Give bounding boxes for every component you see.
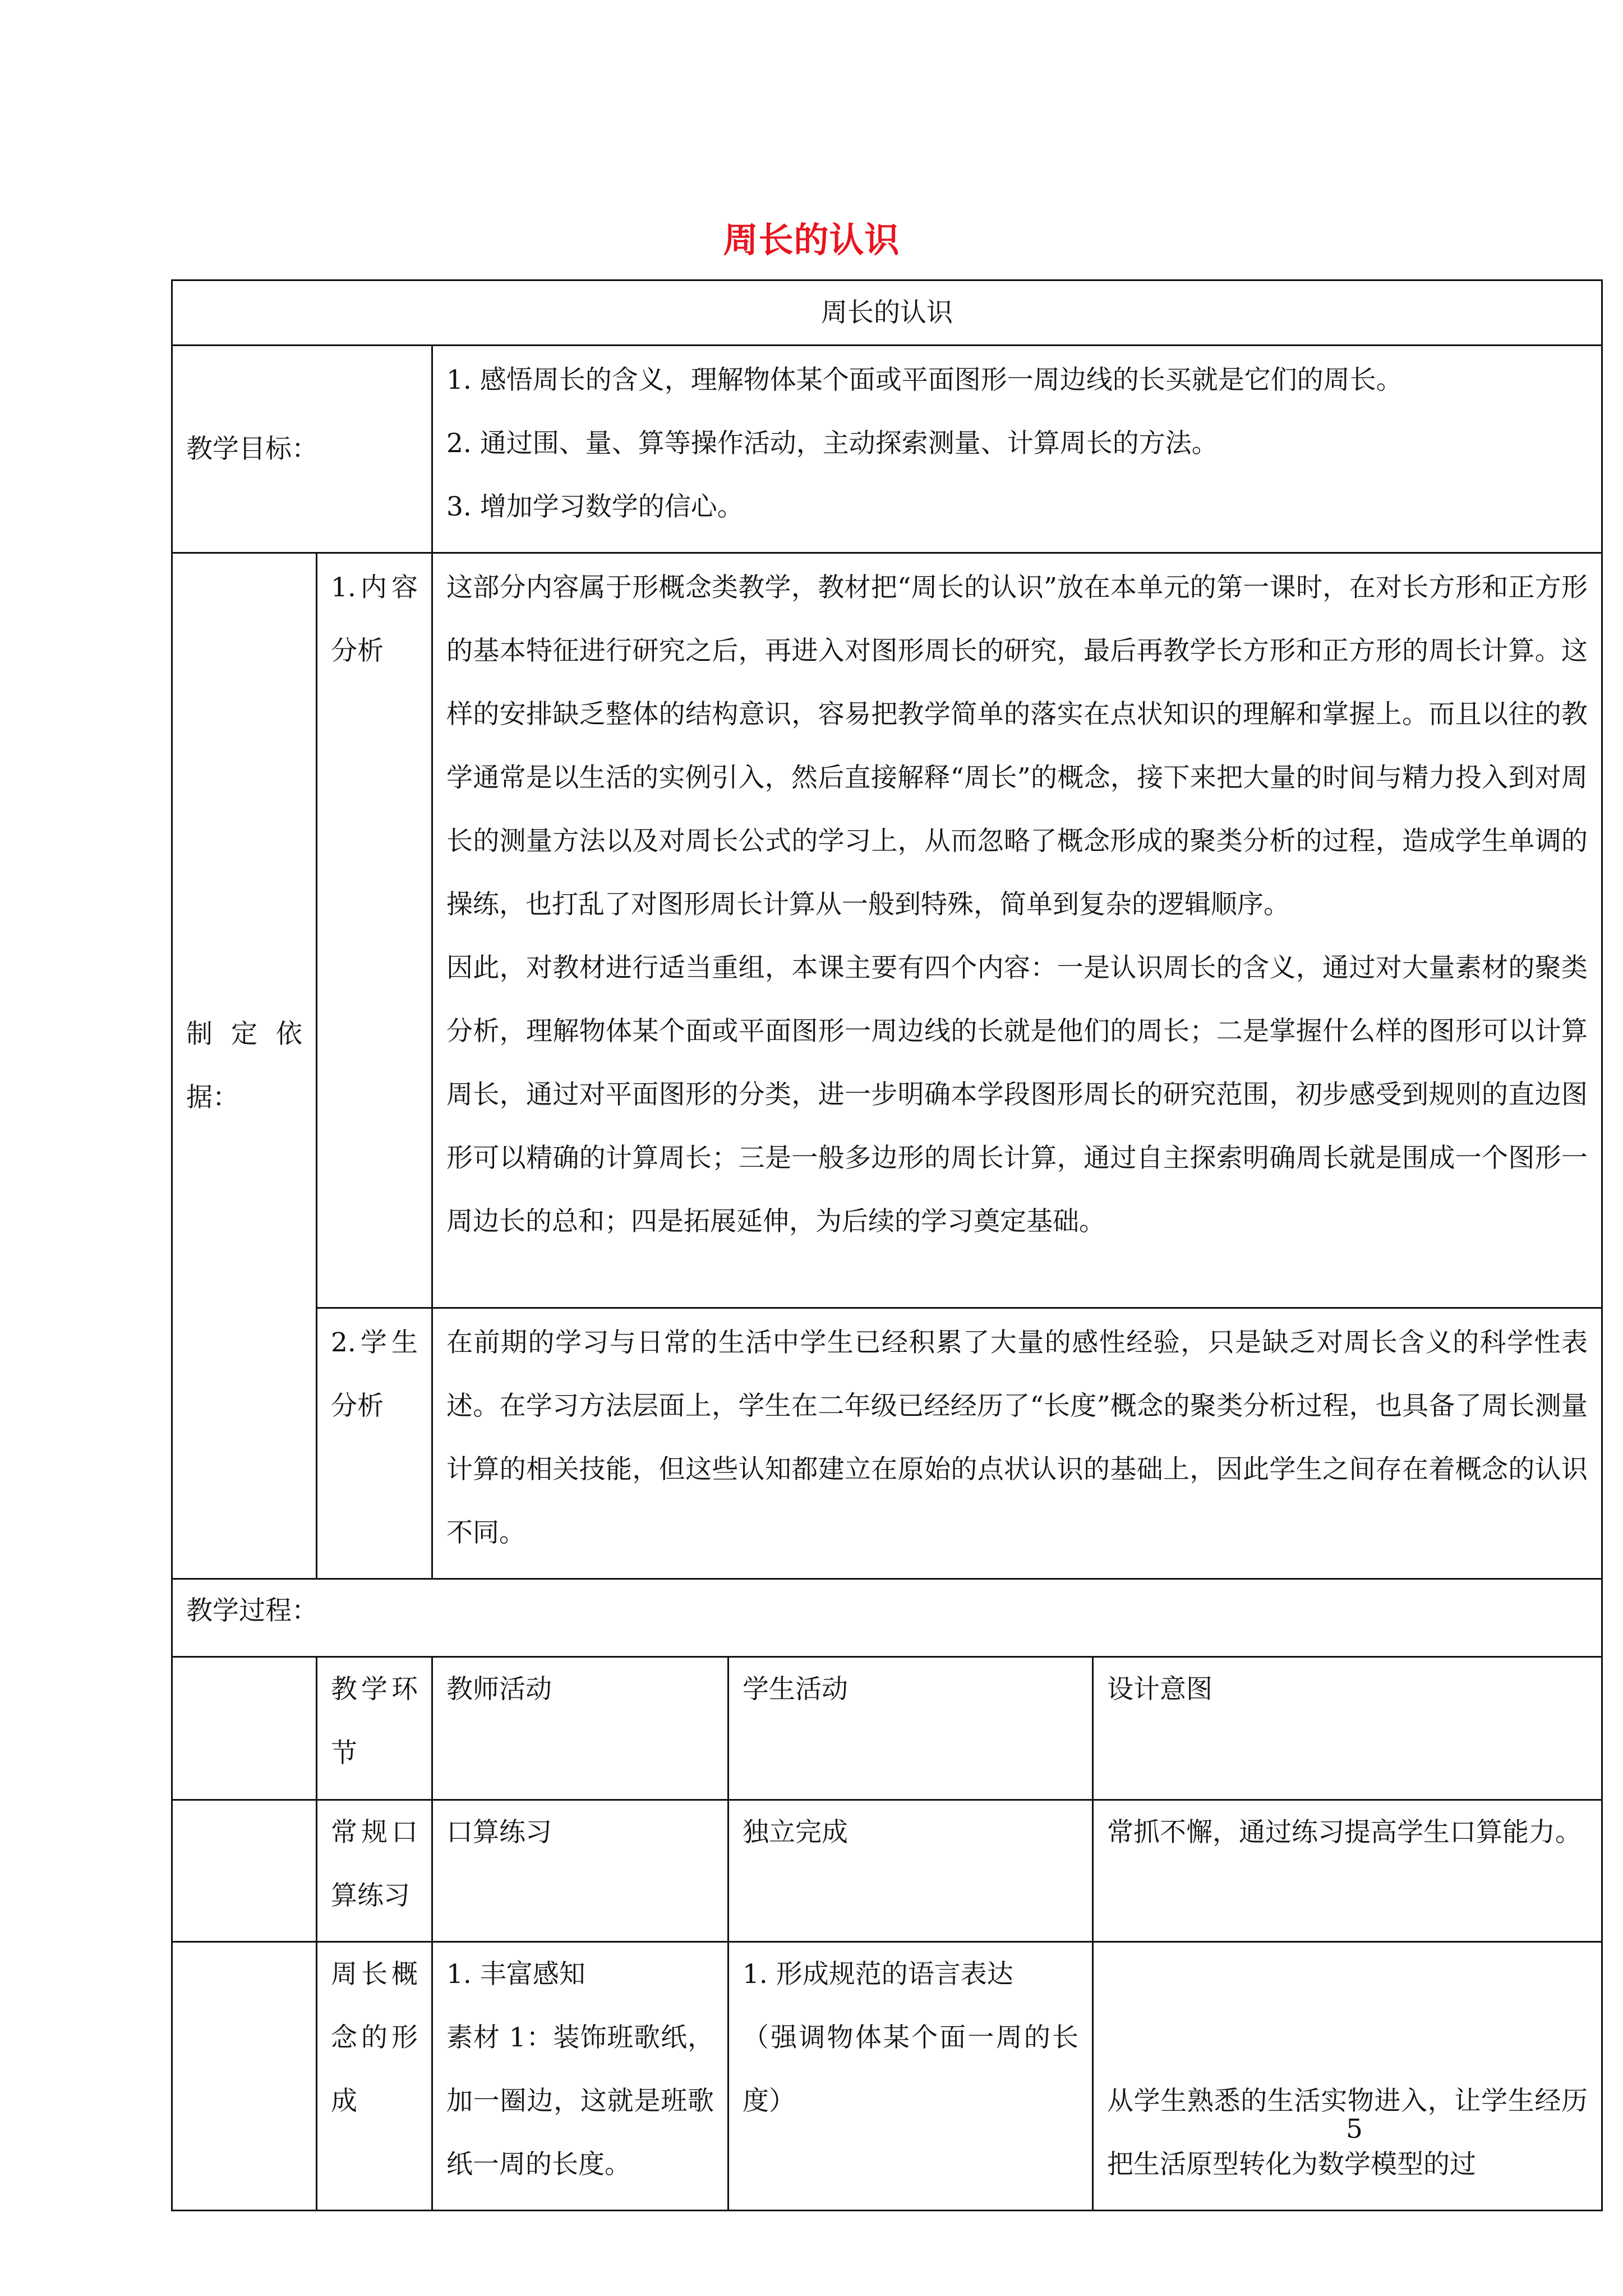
paragraph: 这部分内容属于形概念类教学，教材把“周长的认识”放在本单元的第一课时，在对长方形和正方形的基本特征进行研究之后，再进入对图形周长的研究，最后再教学长方形和正方形的周长计算。这样的安排缺乏整体的结构意识，容易把教学简单的落实在点状知识的理解和掌握上。而且以往的教学通常是以生活的实例引入，然后直接解释“周长”的概念，接下来把大量的时间与精力投入到对周长的测量方法以及对周长公式的学习上，从而忽略了概念形成的聚类分析的过程，造成学生单调的操练，也打乱了对图形周长计算从一般到特殊，简单到复杂的逻辑顺序。 <box>446 572 1588 920</box>
content-analysis-cell <box>432 553 1602 1308</box>
header-teacher: 教师活动 <box>446 1674 552 1705</box>
student-line: （强调物体某个面一周的长度） <box>743 2022 1078 2116</box>
lesson-plan-table <box>171 279 1603 2211</box>
stage-cell <box>317 1800 432 1942</box>
process-blank-cell <box>172 1942 317 2211</box>
header-stage: 教学环节 <box>331 1674 418 1769</box>
student-analysis-label-cell <box>317 1308 432 1579</box>
goals-label: 教学目标： <box>186 434 318 464</box>
process-header-cell <box>1093 1657 1602 1800</box>
process-blank-cell <box>172 1657 317 1800</box>
teacher-text <box>433 1943 727 2210</box>
intent-cell <box>1093 1942 1602 2211</box>
table-header: 周长的认识 <box>821 297 953 328</box>
student-line: 独立完成 <box>743 1817 848 1848</box>
student-analysis-cell <box>432 1308 1602 1579</box>
content-analysis-label: 1.内容分析 <box>331 572 418 666</box>
intent-text <box>1094 1801 1601 1878</box>
process-label-cell <box>172 1579 1602 1657</box>
goal-item: 3. 增加学习数学的信心。 <box>446 491 744 522</box>
header-student: 学生活动 <box>743 1674 848 1705</box>
goal-item: 2. 通过围、量、算等操作活动，主动探索测量、计算周长的方法。 <box>446 428 1218 459</box>
intent-text <box>1094 1943 1601 2210</box>
goal-item: 1. 感悟周长的含义，理解物体某个面或平面图形一周边线的长买就是它们的周长。 <box>446 365 1403 395</box>
intent-line: 常抓不懈，通过练习提高学生口算能力。 <box>1107 1817 1581 1848</box>
intent-cell <box>1093 1800 1602 1942</box>
teacher-cell <box>432 1800 728 1942</box>
student-cell <box>728 1800 1093 1942</box>
page-number: 5 <box>1346 2114 1363 2145</box>
teacher-line: 素材 1：装饰班歌纸，加一圈边，这就是班歌纸一周的长度。 <box>446 2022 714 2180</box>
content-analysis-text <box>433 554 1601 1267</box>
goals-content-cell <box>432 346 1602 553</box>
teacher-line: 1. 丰富感知 <box>446 1959 585 1990</box>
student-line: 1. 形成规范的语言表达 <box>743 1959 1013 1990</box>
teacher-line: 口算练习 <box>446 1817 552 1848</box>
stage-text: 周长概念的形成 <box>331 1959 418 2116</box>
paragraph: 在前期的学习与日常的生活中学生已经积累了大量的感性经验，只是缺乏对周长含义的科学性表述。在学习方法层面上，学生在二年级已经经历了“长度”概念的聚类分析过程，也具备了周长测量计算的相关技能，但这些认知都建立在原始的点状认识的基础上，因此学生之间存在着概念的认识不同。 <box>446 1327 1588 1548</box>
basis-label: 制定依据： <box>186 1019 302 1113</box>
teacher-cell <box>432 1942 728 2211</box>
stage-text: 常规口算练习 <box>331 1817 418 1911</box>
process-header-cell <box>728 1657 1093 1800</box>
process-blank-cell <box>172 1800 317 1942</box>
student-analysis-text <box>433 1309 1601 1578</box>
goals-list <box>433 346 1601 552</box>
student-text <box>729 1801 1092 1878</box>
header-intent: 设计意图 <box>1107 1674 1212 1705</box>
student-cell <box>728 1942 1093 2211</box>
paragraph: 因此，对教材进行适当重组，本课主要有四个内容：一是认识周长的含义，通过对大量素材的聚类分析，理解物体某个面或平面图形一周边线的长就是他们的周长；二是掌握什么样的图形可以计算周长，通过对平面图形的分类，进一步明确本学段图形周长的研究范围，初步感受到规则的直边图形可以精确的计算周长；三是一般多边形的周长计算，通过自主探索明确周长就是围成一个图形一周边长的总和；四是拓展延伸，为后续的学习奠定基础。 <box>446 953 1588 1237</box>
table-header-cell <box>172 280 1602 346</box>
process-header-cell <box>432 1657 728 1800</box>
student-text <box>729 1943 1092 2146</box>
process-label: 教学过程： <box>186 1595 318 1626</box>
content-analysis-label-cell <box>317 553 432 1308</box>
stage-cell <box>317 1942 432 2211</box>
student-analysis-label: 2.学生分析 <box>331 1327 418 1421</box>
process-header-cell <box>317 1657 432 1800</box>
intent-line: 从学生熟悉的生活实物进入，让学生经历把生活原型转化为数学模型的过 <box>1107 2086 1588 2180</box>
basis-label-cell <box>172 553 317 1579</box>
teacher-text <box>433 1801 727 1878</box>
document-title: 周长的认识 <box>723 219 900 260</box>
goals-label-cell <box>172 346 432 553</box>
